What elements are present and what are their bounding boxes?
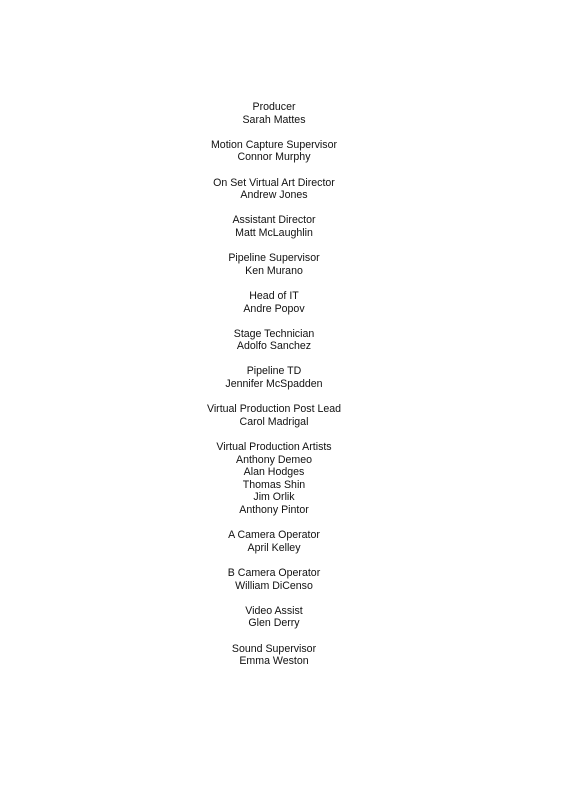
credit-role: Pipeline TD — [246, 365, 302, 378]
credit-block — [0, 605, 548, 630]
credit-role: Virtual Production Artists — [216, 441, 332, 454]
credit-role: Video Assist — [245, 604, 303, 617]
credit-block — [0, 252, 548, 277]
credit-block — [0, 567, 548, 592]
credit-role: On Set Virtual Art Director — [213, 176, 335, 189]
credit-role: Motion Capture Supervisor — [210, 138, 337, 151]
credit-name: Sarah Mattes — [242, 113, 306, 126]
credit-name: Andre Popov — [243, 302, 305, 315]
credit-name: Jennifer McSpadden — [225, 378, 323, 391]
credit-name: Emma Weston — [239, 655, 309, 668]
credit-name: William DiCenso — [235, 579, 313, 592]
credit-block — [0, 101, 548, 126]
credit-block — [0, 290, 548, 315]
credit-name: Matt McLaughlin — [235, 226, 313, 239]
credit-role: Pipeline Supervisor — [228, 252, 320, 265]
credit-name: Anthony Pintor — [239, 504, 309, 516]
credit-block — [0, 365, 548, 390]
credit-block — [0, 403, 548, 428]
credit-role: Sound Supervisor — [231, 642, 317, 655]
credit-name: Jim Orlik — [253, 491, 295, 504]
credit-name: Andrew Jones — [240, 189, 308, 202]
credit-name: Adolfo Sanchez — [236, 340, 312, 353]
credits-list — [0, 101, 548, 680]
credit-name: Thomas Shin — [242, 478, 306, 491]
credit-role: Stage Technician — [233, 327, 315, 340]
credit-block — [0, 328, 548, 353]
credit-role: Virtual Production Post Lead — [206, 403, 342, 416]
credit-name: Anthony Demeo — [236, 453, 312, 466]
credit-name: Ken Murano — [245, 264, 303, 277]
credit-role: Head of IT — [249, 289, 299, 302]
credit-name: Alan Hodges — [243, 466, 305, 479]
credit-block — [0, 139, 548, 164]
credit-block — [0, 214, 548, 239]
credit-block — [0, 441, 548, 517]
credit-role: A Camera Operator — [228, 529, 320, 542]
credit-role: Producer — [252, 101, 296, 113]
credit-block — [0, 643, 548, 668]
credit-name: April Kelley — [247, 541, 301, 554]
credit-name: Glen Derry — [248, 617, 300, 630]
credit-block — [0, 177, 548, 202]
credit-block — [0, 529, 548, 554]
credit-name: Connor Murphy — [237, 151, 311, 164]
credit-name: Carol Madrigal — [239, 415, 309, 428]
credit-role: B Camera Operator — [227, 566, 321, 579]
credit-role: Assistant Director — [232, 214, 316, 227]
